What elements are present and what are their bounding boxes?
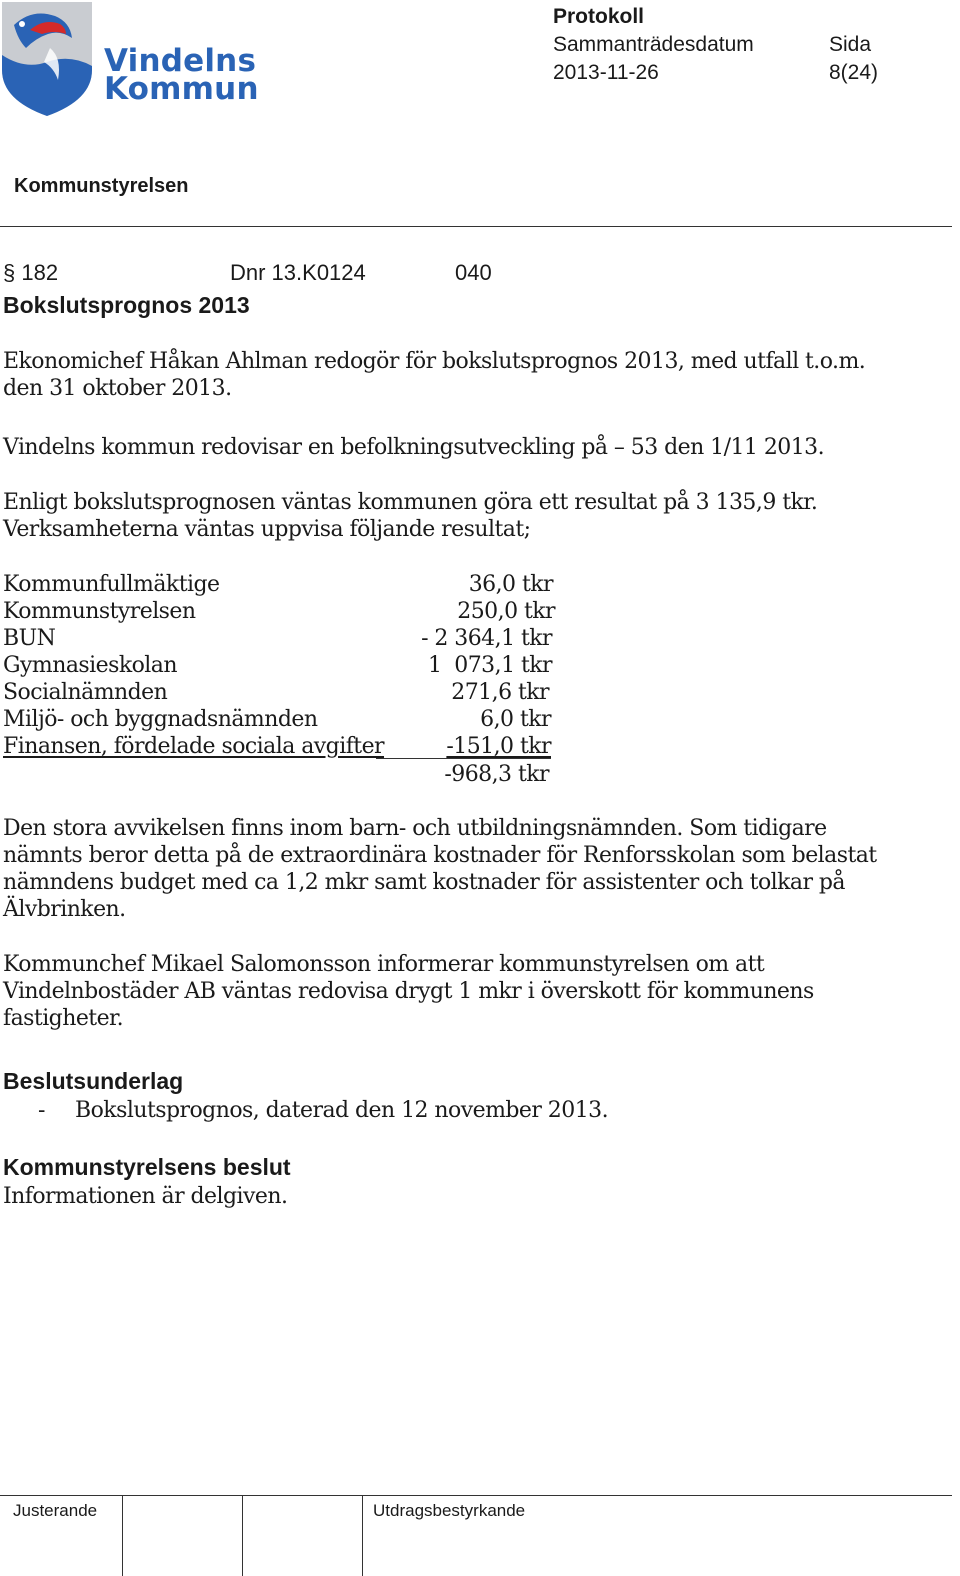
results-row-value: 1 073,1 tkr <box>427 653 552 678</box>
meeting-date-label: Sammanträdesdatum <box>553 33 754 56</box>
paragraph-2: Vindelns kommun redovisar en befolkningsutveckling på – 53 den 1/11 2013. <box>3 435 825 460</box>
basis-bullet: - <box>38 1098 45 1123</box>
page-number: 8(24) <box>829 61 879 84</box>
paragraph-4-line-1: Den stora avvikelsen finns inom barn- och utbildningsnämnden. Som tidigare <box>3 816 827 841</box>
doc-type: Protokoll <box>553 5 645 28</box>
paragraph-5-line-2: Vindelnbostäder AB väntas redovisa drygt 1 mkr i överskott för kommunens <box>3 979 814 1004</box>
results-row-label: Socialnämnden <box>3 680 168 705</box>
results-total: -968,3 tkr <box>444 762 549 787</box>
results-row-value: 6,0 tkr <box>480 707 551 732</box>
results-row-label: Kommunstyrelsen <box>3 599 196 624</box>
decision-text: Informationen är delgiven. <box>3 1184 288 1209</box>
header-divider <box>0 226 952 227</box>
paragraph-5-line-3: fastigheter. <box>3 1006 124 1031</box>
basis-heading: Beslutsunderlag <box>3 1068 184 1094</box>
basis-item: Bokslutsprognos, daterad den 12 november 2013. <box>75 1098 609 1123</box>
results-row-label: Finansen, fördelade sociala avgifter <box>3 734 385 759</box>
footer-utdragsbestyrkande: Utdragsbestyrkande <box>373 1501 526 1520</box>
decision-heading: Kommunstyrelsens beslut <box>3 1154 291 1180</box>
page-label: Sida <box>829 33 872 56</box>
results-row-value: 36,0 tkr <box>468 572 553 597</box>
results-row-value: 250,0 tkr <box>457 599 555 624</box>
paragraph-number: § 182 <box>3 260 59 285</box>
paragraph-4-line-4: Älvbrinken. <box>3 897 126 922</box>
municipality-emblem-icon <box>0 0 100 118</box>
results-row-label: BUN <box>3 626 56 651</box>
meeting-date-value: 2013-11-26 <box>553 61 659 84</box>
paragraph-3-line-2: Verksamheterna väntas uppvisa följande resultat; <box>3 517 531 542</box>
body-name: Kommunstyrelsen <box>14 175 189 197</box>
results-row-label: Miljö- och byggnadsnämnden <box>3 707 318 732</box>
archive-code: 040 <box>455 260 492 285</box>
footer-divider <box>0 1495 952 1496</box>
vindeln-logo <box>0 0 259 118</box>
dnr: Dnr 13.K0124 <box>230 260 366 285</box>
results-row-label: Gymnasieskolan <box>3 653 177 678</box>
paragraph-1-line-1: Ekonomichef Håkan Ahlman redogör för bokslutsprognos 2013, med utfall t.o.m. <box>3 349 866 374</box>
paragraph-3-line-1: Enligt bokslutsprognosen väntas kommunen göra ett resultat på 3 135,9 tkr. <box>3 490 818 515</box>
paragraph-1-line-2: den 31 oktober 2013. <box>3 376 232 401</box>
results-row-value: -151,0 tkr <box>446 734 551 759</box>
footer-column-divider <box>122 1495 123 1576</box>
paragraph-4-line-2: nämnts beror detta på de extraordinära kostnader för Renforsskolan som belastat <box>3 843 877 868</box>
paragraph-4-line-3: nämndens budget med ca 1,2 mkr samt kostnader för assistenter och tolkar på <box>3 870 845 895</box>
footer-column-divider <box>362 1495 363 1576</box>
sum-underline <box>376 758 551 759</box>
results-row-value: - 2 364,1 tkr <box>421 626 552 651</box>
logo-name-line1: Vindelns <box>104 43 257 79</box>
footer-justerande: Justerande <box>13 1501 98 1520</box>
paragraph-5-line-1: Kommunchef Mikael Salomonsson informerar kommunstyrelsen om att <box>3 952 765 977</box>
item-title: Bokslutsprognos 2013 <box>3 292 250 318</box>
results-row-value: 271,6 tkr <box>451 680 549 705</box>
footer-column-divider <box>242 1495 243 1576</box>
results-row-label: Kommunfullmäktige <box>3 572 220 597</box>
logo-name-line2: Kommun <box>104 71 259 107</box>
